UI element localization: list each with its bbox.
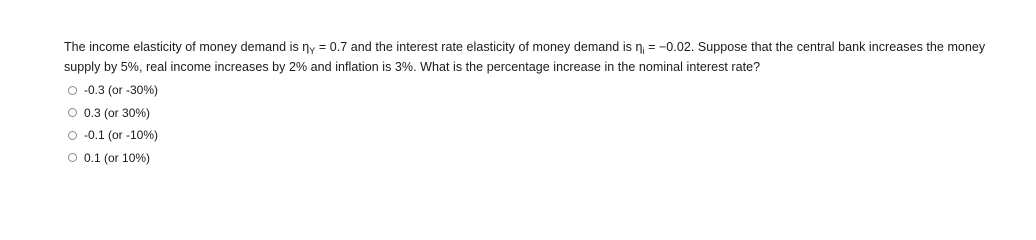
answer-option-label: -0.1 (or -10%) xyxy=(84,128,159,143)
answer-option-4[interactable] xyxy=(68,147,158,170)
answer-options xyxy=(68,79,158,169)
question-part-3: = −0.02. Suppose that the central bank increases the money supply by 5%, real income increases by 2% and inflation is 3%. What is the percentage increase in the nominal interest rate? xyxy=(64,40,986,74)
radio-button-icon[interactable] xyxy=(68,86,77,95)
answer-option-label: 0.1 (or 10%) xyxy=(84,150,151,165)
question-part-2: = 0.7 and the interest rate elasticity of money demand is η xyxy=(315,40,643,54)
answer-option-3[interactable] xyxy=(68,124,158,147)
radio-button-icon[interactable] xyxy=(68,108,77,117)
answer-option-label: -0.3 (or -30%) xyxy=(84,83,159,98)
question-part-1: The income elasticity of money demand is η xyxy=(64,40,310,54)
answer-option-2[interactable] xyxy=(68,102,158,125)
answer-option-1[interactable] xyxy=(68,79,158,102)
radio-button-icon[interactable] xyxy=(68,153,77,162)
question-text xyxy=(64,38,1014,77)
subscript-y: Y xyxy=(309,46,316,56)
answer-option-label: 0.3 (or 30%) xyxy=(84,105,151,120)
radio-button-icon[interactable] xyxy=(68,131,77,140)
subscript-i: i xyxy=(642,46,645,56)
